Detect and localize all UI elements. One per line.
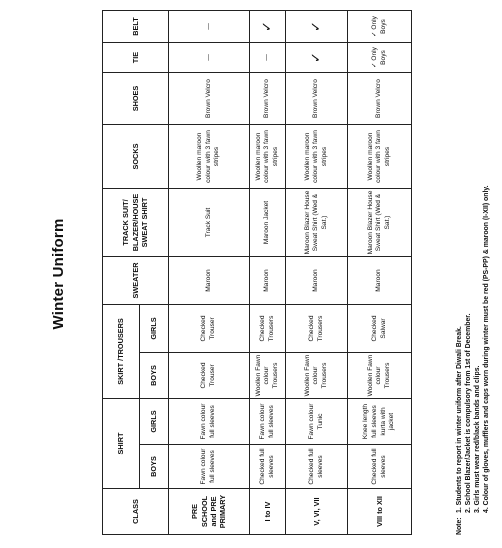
class-cell: I to IV [250,489,286,535]
shirt-boys-cell: Checked full sleeves [348,445,412,489]
shoes-cell: Brown Velcro [348,73,412,125]
sweater-cell: Maroon [169,257,250,305]
uniform-table [102,10,412,535]
socks-cell: Woollen maroon colour with 3 fawn stripes [286,125,348,189]
note-item: 3. Girls must wear red/black bands and clips. [474,365,482,513]
skirt-boys-cell: Woollen Fawn colour Trousers [286,353,348,399]
header-class: CLASS [103,489,169,535]
skirt-girls-cell: Checked Trouser [169,305,250,353]
note-item: 1. Students to report in winter uniform after Diwali Break. [456,326,463,513]
tie-cell: ✓ Only Boys [348,43,412,73]
skirt-girls-cell: Checked Salwar [348,305,412,353]
socks-cell: Woollen maroon colour with 3 fawn stripes [348,125,412,189]
subheader-skirt-boys: BOYS [140,353,169,399]
table-row [286,11,348,535]
shirt-girls-cell: Fawn colour full sleeves [250,399,286,445]
header-shirt: SHIRT [103,399,140,489]
skirt-boys-cell: Woollen Fawn colour Trousers [250,353,286,399]
page-title: Winter Uniform [50,218,67,330]
tie-cell: — [250,43,286,73]
tie-cell: — [169,43,250,73]
track-suit-cell: Maroon Blazer House Sweat Shirt (Wed & Sat.) [348,189,412,257]
subheader-skirt-girls: GIRLS [140,305,169,353]
skirt-girls-cell: Checked Trousers [250,305,286,353]
skirt-boys-cell: Woollen Fawn colour Trousers [348,353,412,399]
shirt-girls-cell: Fawn colour Tunic [286,399,348,445]
class-cell: PRE SCHOOL and PRE PRIMARY [169,489,250,535]
header-belt: BELT [103,11,169,43]
header-sweater: SWEATER [103,257,169,305]
tie-cell: ✓ [286,43,348,73]
subheader-shirt-girls: GIRLS [140,399,169,445]
shoes-cell: Brown Velcro [250,73,286,125]
track-suit-cell: Maroon Blazer House Sweat Shirt (Wed & Sat.) [286,189,348,257]
header-row [103,11,140,535]
subheader-shirt-boys: BOYS [140,445,169,489]
header-shoes: SHOES [103,73,169,125]
socks-cell: Woollen maroon colour with 3 fawn stripes [250,125,286,189]
note-item: 2. School Blazer/Jacket is compulsory from 1st of December. [465,313,473,513]
header-tie: TIE [103,43,169,73]
sweater-cell: Maroon [250,257,286,305]
notes-label: Note: [456,517,463,535]
shirt-girls-cell: Fawn colour full sleeves [169,399,250,445]
track-suit-cell: Track Suit [169,189,250,257]
track-suit-cell: Maroon Jacket [250,189,286,257]
class-cell: V, VI, VII [286,489,348,535]
shoes-cell: Brown Velcro [169,73,250,125]
belt-cell: ✓ [286,11,348,43]
header-socks: SOCKS [103,125,169,189]
shirt-boys-cell: Checked full sleeves [286,445,348,489]
sweater-cell: Maroon [286,257,348,305]
header-skirt-trousers: SKIRT /TROUSERS [103,305,140,399]
table-row [348,11,412,535]
class-cell: VIII to XII [348,489,412,535]
shoes-cell: Brown Velcro [286,73,348,125]
header-track-suit: TRACK SUIT/ BLAZER/HOUSE SWEAT SHIRT [103,189,169,257]
shirt-boys-cell: Checked full sleeves [250,445,286,489]
note-item: 4. Colour of gloves, mufflers and caps worn during winter must be red (PS-PP) & maroon (I-XII) only. [483,185,491,513]
belt-cell: ✓ [250,11,286,43]
socks-cell: Woollen maroon colour with 3 fawn stripes [169,125,250,189]
table-row [169,11,250,535]
shirt-boys-cell: Fawn colour full sleeves [169,445,250,489]
belt-cell: — [169,11,250,43]
table-row [250,11,286,535]
notes [455,15,491,535]
shirt-girls-cell: Knee length full sleeves kurta with jacket [348,399,412,445]
sweater-cell: Maroon [348,257,412,305]
skirt-boys-cell: Checked Trouser [169,353,250,399]
skirt-girls-cell: Checked Trousers [286,305,348,353]
belt-cell: ✓ Only Boys [348,11,412,43]
notes-list [455,15,491,513]
